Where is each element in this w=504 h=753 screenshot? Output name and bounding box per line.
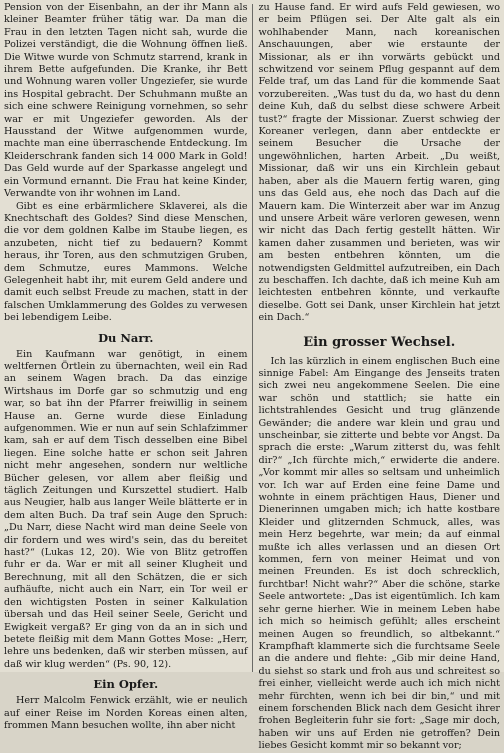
- article-paragraph: zu Hause fand. Er wird aufs Feld gewiesen, wo er beim Pflügen sei. Der Alte galt als ein wohlhabender Mann, nach koreanischen Anschauungen, aber wie erstaunte der Missionar, als er ihn vorwärts gebückt und schwitzend vor seinem Pflug gespannt auf dem Felde traf, um das Land für die kommende Saat vorzubereiten. „Was tust du da, wo hast du denn deine Kuh, daß du selbst diese schwere Arbeit tust?“ fragte der Missionar. Zuerst schwieg der Koreaner verlegen, dann aber entdeckte er seinem Besucher die Ursache der ungewöhnlichen, harten Arbeit. „Du weißt, Missionar, daß wir uns ein Kirchlein gebaut haben, aber als die Mauern fertig waren, ging uns das Geld aus, ehe noch das Dach auf die Mauern kam. Die Winterzeit aber war im Anzug und unsere Arbeit wäre verloren gewesen, wenn wir nicht das Dach fertig gestellt hätten. Wir kamen daher zusammen und berieten, was wir am besten entbehren könnten, um die notwendigsten Geldmittel aufzutreiben, ein Dach zu beschaffen. Ich dachte, daß ich meine Kuh am leichtesten entbehren könnte, und verkaufte dieselbe. Gott sei Dank, unser Kirchlein hat jetzt ein Dach.“: [258, 2, 500, 324]
- article-paragraph: [4, 349, 248, 672]
- article-paragraph: Pension von der Eisenbahn, an der ihr Mann als kleiner Beamter früher tätig war. Da man die Frau in den letzten Tagen nicht sah, wurde die Polizei verständigt, die die Wohnung öffnen ließ. Die Witwe wurde von Schmutz starrend, krank in ihrem Bette aufgefunden. Die Kranke, ihr Bett und Wohnung waren voller Ungeziefer, sie wurde ins Hospital gebracht. Der Schuhmann mußte an sich eine schwere Reinigung vornehmen, so sehr war er mit Ungeziefer geworden. Als der Hausstand der Witwe aufgenommen wurde, machte man eine überraschende Entdeckung. Im Kleiderschrank fanden sich 14 000 Mark in Gold! Das Geld wurde auf der Sparkasse angelegt und ein Vormund ernannt. Die Frau hat keine Kinder, Verwandte von ihr wohnen im Land.: [4, 2, 248, 200]
- left-column: [4, 2, 252, 731]
- article-paragraph: Gibt es eine erbärmlichere Sklaverei, als die Knechtschaft des Goldes? Sind diese Menschen, die vor dem goldnen Kalbe im Staube liegen, es anzubeten, nicht tief zu bedauern? Kommt heraus, ihr Toren, aus den schmutzigen Gruben, dem Schmutze, eures Mammons. Welche Gelegenheit habt ihr, mit eurem Geld andere und damit euch selbst Freude zu machen, statt in der falschen Umklammerung des Goldes zu verwesen bei lebendigem Leibe.: [4, 200, 248, 324]
- bible-reference: (Ps. 90, 12).: [112, 658, 172, 670]
- article-paragraph: Ich las kürzlich in einem englischen Buch eine sinnige Fabel: Am Eingange des Jenseits traten sich zwei neu angekommene Seelen. Die eine war schön und stattlich; sie hatte ein lichtstrahlendes Gesicht und trug glänzende Gewänder; die andere war klein und grau und unscheinbar, sie zitterte und bebte vor Angst. Da sprach die erste: „Warum zitterst du, was fehlt dir?“ „Ich fürchte mich,“ erwiderte die andere. „Vor kommt mir alles so seltsam und unheimlich vor. Ich war auf Erden eine feine Dame und wohnte in einem prächtigen Haus, Diener und Dienerinnen umgaben mich; ich hatte kostbare Kleider und glitzernden Schmuck, alles, was mein Herz begehrte, war mein; da auf einmal mußte ich alles verlassen und an diesen Ort kommen, fern von meiner Heimat und von meinen Freunden. Es ist doch schrecklich, furchtbar! Nicht wahr?“ Aber die schöne, starke Seele antwortete: „Das ist eigentümlich. Ich kam sehr gerne hierher. Wie in meinem Leben habe ich mich so heimisch gefühlt; alles erscheint meinen Augen so freundlich, so altbekannt.“ Krampfhaft klammerte sich die furchtsame Seele an die andere und flehte: „Gib mir deine Hand, du siehst so stark und froh aus und schreitest so frei einher, vielleicht werde auch ich mich nicht mehr fürchten, wenn ich bei dir bin,“ und mit einem forschenden Blick nach dem Gesicht ihrer frohen Begleiterin fuhr sie fort: „Sage mir doch, haben wir uns auf Erden nie getroffen? Dein liebes Gesicht kommt mir so bekannt vor;: [258, 355, 500, 752]
- article-paragraph: Herr Malcolm Fenwick erzählt, wie er neulich auf einer Reise im Norden Koreas einen alten, frommen Mann besuchen wollte, ihn aber nicht: [4, 695, 248, 731]
- right-column: [253, 2, 501, 752]
- article-text: Ein Kaufmann war genötigt, in einem weltfernen Örtlein zu übernachten, weil ein Rad an seinem Wagen brach. Da das einzige Wirtshaus im Dorfe gar so schmutzig und eng war, so bat ihn der Pfarrer freiwillig in seinem Hause an. Gerne wurde diese Einladung aufgenommen. Wie er nun auf sein Schlafzimmer kam, sah er auf dem Tisch desselben eine Bibel liegen. Eine solche hatte er schon seit Jahren nicht mehr angesehen, sondern nur weltliche Bücher gelesen, vor allem aber fleißig und täglich Zeitungen und Kurszettel studiert. Halb aus Neugier, halb aus langer Weile blätterte er in dem alten Buch. Da traf sein Auge den Spruch: „Du Narr, diese Nacht wird man deine Seele von dir fordern und wes wird's sein, das du bereitet hast?“ (Lukas 12, 20). Wie von Blitz getroffen fuhr er da. War er mit all seiner Klugheit und Berechnung, mit all den Schätzen, die er sich aufhäufte, nicht auch ein Narr, ein Tor weil er den wichtigsten Posten in seiner Kalkulation übersah und das Heil seiner Seele, Gericht und Ewigkeit vergaß? Er ging von da an in sich und betete fleißig mit dem Mann Gottes Mose: „Herr, lehre uns bedenken, daß wir sterben müssen, auf daß wir klug werden“: [4, 348, 248, 670]
- section-heading-ein-opfer: Ein Opfer.: [93, 677, 159, 692]
- two-column-layout: [4, 2, 500, 752]
- section-heading-ein-grosser-wechsel: Ein grosser Wechsel.: [303, 334, 456, 350]
- section-heading-du-narr: Du Narr.: [98, 330, 154, 345]
